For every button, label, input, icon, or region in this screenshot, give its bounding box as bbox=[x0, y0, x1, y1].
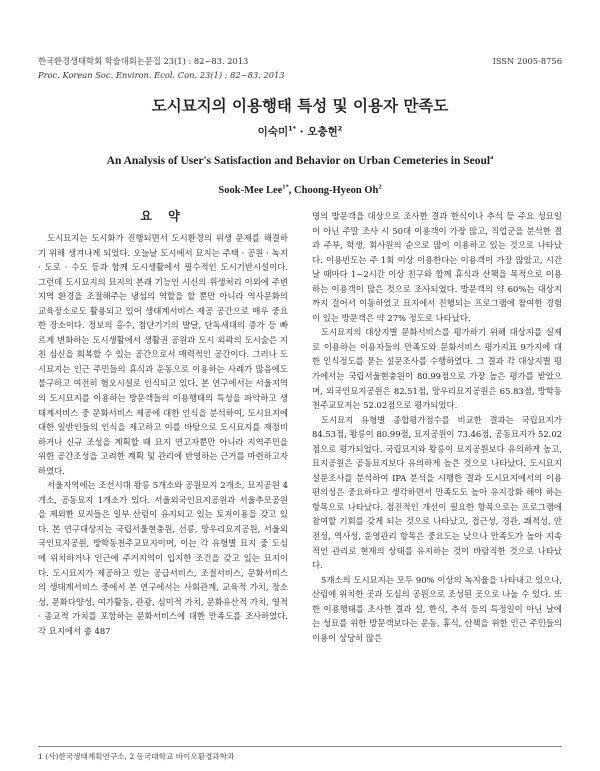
paragraph: 도시묘지의 대상지별 문화서비스를 평가하기 위해 대상지를 실제로 이용하는 이용자들의 만족도와 문화서비스 평가지표 9가지에 대한 인식정도를 묻는 설문조사를 수행하였다. 그 결과 각 대상지별 평가에서는 국립서울현충원이 80.99점으로 가장 높은 평가를 받았으며, 외국인묘지공원은 82.51점, 망우리묘지공원은 65.83점, 방학동천주교묘지는 52.02점으로 평가되었다. bbox=[312, 327, 562, 411]
header-line-ko bbox=[38, 54, 562, 68]
author2-sup-ko: 2 bbox=[337, 124, 343, 133]
paper-title-ko: 도시묘지의 이용행태 특성 및 이용자 만족도 bbox=[151, 97, 449, 115]
affiliation-footnote: 1 (사)한국생태계획연구소, 2 동국대학교 바이오환경과학과 bbox=[38, 752, 235, 761]
author1-sup-en: 1* bbox=[282, 183, 289, 191]
author1-name-ko: 이숙미 bbox=[257, 126, 289, 138]
author1-sup-ko: 1* bbox=[288, 124, 297, 133]
abstract-column-right bbox=[312, 209, 562, 645]
authors-en bbox=[0, 185, 600, 196]
paper-title-en bbox=[0, 155, 600, 167]
running-header bbox=[38, 54, 562, 82]
author2-name-en: Choong-Hyeon Oh bbox=[294, 185, 379, 196]
paragraph: 도시묘지 유형별 종합평가점수를 비교한 결과는 국립묘지가 84.53점, 왕릉이 80.99점, 묘지공원이 73.46점, 공동묘지가 52.02점으로 평가되었다. 국립묘지와 왕릉이 묘지공원보다 유의하게 높고, 묘지공원은 공동묘지보다 유의하게 높은 것으로 나타났다. 도시묘지 설문조사를 분석하여 IPA 분석을 시행한 결과 도시묘지에서의 이용편의성은 중요하다고 생각하면서 만족도도 높아 유지강화 해야 하는 항목으로 나타났다. 점진적인 개선이 필요한 항목으로는 프로그램에 참여할 기회를 갖게 되는 것으로 나타났고, 접근성, 경관, 쾌적성, 안전성, 역사성, 운영관리 항목은 중요도는 낮으나 만족도가 높아 지속적인 관리로 현재의 상태를 유지하는 것이 바람직한 것으로 나타났다. bbox=[312, 414, 562, 571]
paragraph: 서울지역에는 조선시대 왕릉 5개소와 공원묘지 2개소, 묘지공원 4개소, 공동묘지 1개소가 있다. 서울외국인묘지공원과 서울추모공원을 제외한 묘지들은 일부 산림이 유지되고 있는 토지이용을 갖고 있다. 본 연구대상지는 국립서울현충원, 선릉, 망우리묘지공원, 서울외국인묘지공원, 방학동천주교묘지이며, 이는 각 유형별 묘지 중 도심에 위치하거나 인근에 주거지역이 입지한 조건을 갖고 있는 묘지이다. 도시묘지가 제공하고 있는 공급서비스, 조절서비스, 문화서비스의 생태계서비스 중에서 본 연구에서는 사회관계, 교육적 가치, 장소성, 문화다양성, 여가활동, 관광, 심미적 가치, 문화유산적 가치, 영적 · 종교적 가치를 포함하는 문화서비스에 대한 만족도를 조사하였다. 각 묘지에서 총 487 bbox=[38, 480, 288, 636]
author-separator-ko: · bbox=[296, 126, 308, 138]
issn: ISSN 2005-8756 bbox=[492, 56, 562, 66]
author2-name-ko: 오충현 bbox=[307, 126, 338, 138]
abstract-column-left bbox=[38, 231, 288, 638]
abstract-heading: 요 약 bbox=[140, 209, 186, 223]
paragraph: 5개소의 도시묘지는 모두 90% 이상의 녹지율을 나타내고 있으나, 산림에 위치한 곳과 도심의 공원으로 조성된 곳으로 나눌 수 있다. 또한 이용행태를 조사한 결과 설, 한식, 추석 등의 특정일이 아닌 날에는 성묘를 위한 방문객보다는 운동, 휴식, 산책을 위한 인근 주민들의 이용이 상당히 많은 bbox=[312, 574, 562, 643]
author1-name-en: Sook-Mee Lee bbox=[218, 185, 283, 196]
author2-sup-en: 2 bbox=[378, 183, 382, 191]
paragraph: 명의 방문객을 대상으로 조사한 결과 한식이나 추석 등 주요 성묘일이 아닌 주말 조사 시 50대 이용객이 가장 많고, 직업군을 분석한 결과 주부, 학생, 회사원의 순으로 많이 이용하고 있는 것으로 나타났다. 이용빈도는 주 1회 이상 이용한다는 이용객이 가장 많았고, 시간 날 때마다 1~2시간 이상 친구와 함께 휴식과 산책을 목적으로 이용하는 이용객이 많은 것으로 조사되었다. 방문객의 약 60%는 대상지까지 걸어서 이동하였고 묘지에서 진행되는 프로그램에 참여한 경험이 있는 방문객은 약 27% 정도로 나타났다. bbox=[312, 211, 562, 323]
journal-citation-ko: 한국환경생태학회 학술대회논문집 23(1) : 82~83. 2013 bbox=[38, 56, 249, 66]
journal-citation-en: Proc. Korean Soc. Environ. Ecol. Con. 23(1) : 82~83. 2013 bbox=[38, 70, 285, 80]
authors-ko bbox=[0, 124, 600, 139]
footnote-divider bbox=[38, 746, 562, 747]
title-en-sup: a bbox=[490, 154, 494, 162]
paragraph: 도시묘지는 도시화가 진행되면서 도시환경의 위생 문제를 해결하기 위해 생겨나게 되었다. 오늘날 도시에서 묘지는 주택 · 공원 · 녹지 · 도로 · 수도 등과 함께 도시생활에서 필수적인 도시기반시설이다. 그런데 도시묘지의 묘지의 본래 기능인 시신의 위생처리 이외에 주변 지역 환경을 조절해주는 냉섬의 역할을 할 뿐만 아니라 역사문화의 교육장소로도 활용되고 있어 생태계서비스 제공 공간으로 매우 중요한 장소이다. 정보의 홍수, 첨단기기의 발달, 단독세대의 증가 등 빠르게 변화하는 도시생활에서 생활권 공원과 도시 외곽의 도시숲은 지친 심신을 회복할 수 있는 공간으로서 매력적인 공간이다. 그러나 도시묘지는 인근 주민들의 휴식과 운동으로 이용하는 사례가 많음에도 불구하고 여전히 혐오시설로 인식되고 있다. 본 연구에서는 서울지역의 도시묘지를 이용하는 방문객들의 이용행태의 특성을 파악하고 생태계서비스 중 문화서비스 제공에 대한 인식을 분석하여, 도시묘지에 대한 일반인들의 인식을 제고하고 이를 바탕으로 도시묘지를 재정비하거나 신규 조성을 계획할 때 묘지 연고자뿐만 아니라 지역주민을 위한 공간조성을 고려한 계획 및 관리에 반영하는 근거를 마련하고자 하였다. bbox=[38, 233, 288, 476]
title-en-text: An Analysis of User's Satisfaction and Behavior on Urban Cemeteries in Seoul bbox=[106, 155, 491, 167]
author-separator-en: , bbox=[288, 185, 295, 196]
